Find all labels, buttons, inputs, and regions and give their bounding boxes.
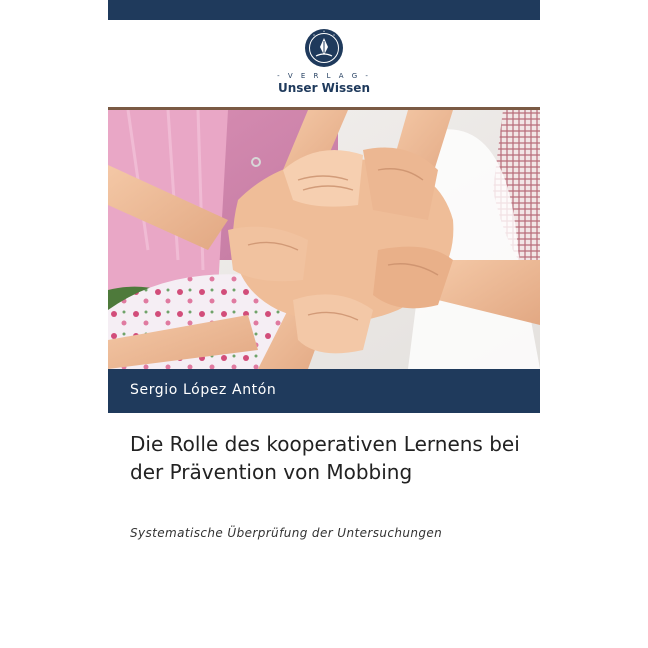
publisher-logo <box>108 28 540 100</box>
cover-photo <box>108 110 540 369</box>
book-cover <box>108 0 540 648</box>
publisher-name: Unser Wissen <box>278 81 370 95</box>
author-name: Sergio López Antón <box>130 382 277 398</box>
publisher-verlag-label: - V E R L A G - <box>277 72 371 80</box>
book-title: Die Rolle des kooperativen Lernens bei der Prävention von Mobbing <box>130 432 520 484</box>
cover-top-bar <box>108 0 540 20</box>
stacked-hands-photo <box>108 110 540 369</box>
author-band <box>108 369 540 413</box>
book-subtitle: Systematische Überprüfung der Untersuchungen <box>130 526 443 540</box>
book-publisher-seal-icon <box>304 28 344 68</box>
